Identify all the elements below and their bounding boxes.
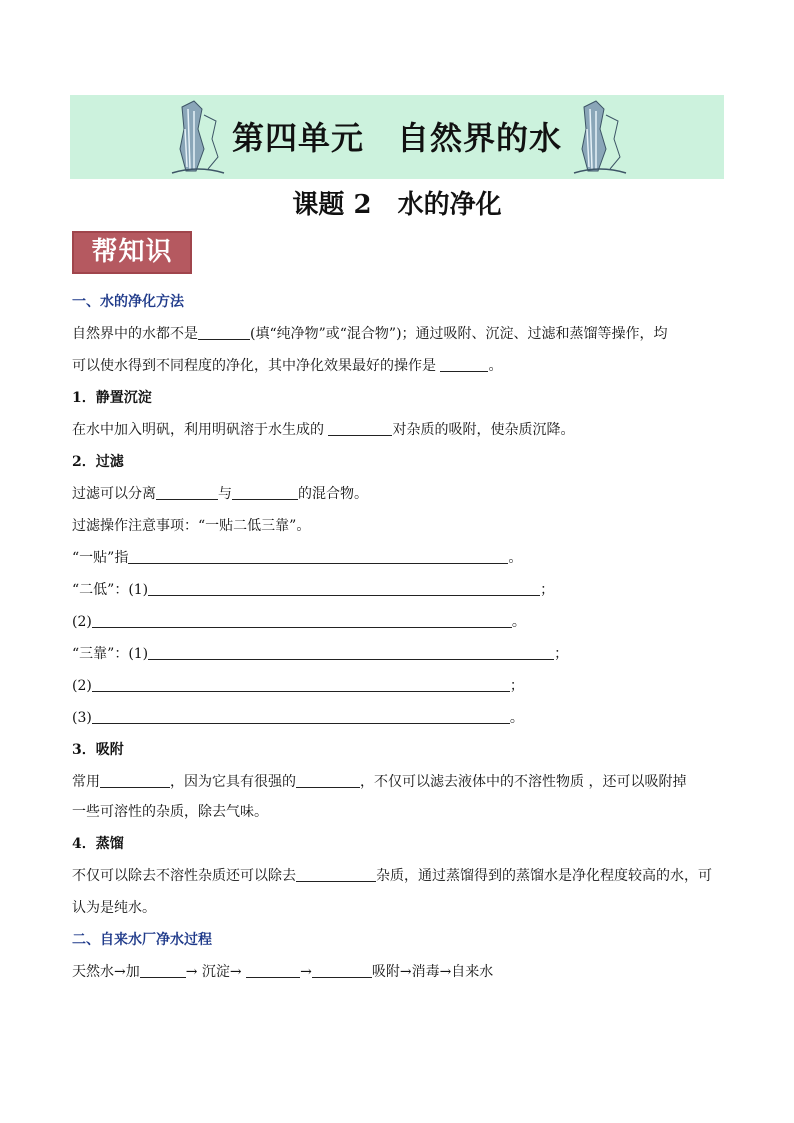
paragraph-line: (2) 。	[72, 614, 526, 630]
fill-blank[interactable]	[148, 645, 554, 660]
lesson-title: 课题 2 水的净化	[292, 190, 502, 220]
subheading: 4．蒸馏	[72, 836, 124, 852]
fill-blank[interactable]	[100, 773, 170, 788]
fill-blank[interactable]	[246, 963, 300, 978]
fill-blank[interactable]	[232, 485, 298, 500]
fill-blank[interactable]	[328, 421, 392, 436]
paragraph-line: 过滤操作注意事项：“一贴二低三靠”。	[72, 518, 311, 534]
section-heading: 一、水的净化方法	[72, 294, 184, 310]
fill-blank[interactable]	[296, 773, 360, 788]
fill-blank[interactable]	[312, 963, 372, 978]
paragraph-line: 不仅可以除去不溶性杂质还可以除去 杂质，通过蒸馏得到的蒸馏水是净化程度较高的水，可	[72, 868, 712, 884]
subheading: 3．吸附	[72, 742, 124, 758]
subheading: 1．静置沉淀	[72, 390, 152, 406]
paragraph-line: 可以使水得到不同程度的净化，其中净化效果最好的操作是 。	[72, 358, 503, 374]
paragraph-line: “一贴”指 。	[72, 550, 523, 566]
fill-blank[interactable]	[92, 677, 510, 692]
paragraph-line: 天然水→加 → 沉淀→ → 吸附→消毒→自来水	[72, 964, 494, 980]
paragraph-line: (2) ；	[72, 678, 524, 694]
paragraph-line: 自然界中的水都不是 (填“纯净物”或“混合物”)；通过吸附、沉淀、过滤和蒸馏等操作，均	[72, 326, 668, 342]
fill-blank[interactable]	[148, 581, 540, 596]
paragraph-line: 常用 ，因为它具有很强的 ，不仅可以滤去液体中的不溶性物质 ，还可以吸附掉	[72, 774, 687, 790]
paragraph-line: 过滤可以分离 与 的混合物。	[72, 486, 368, 502]
section-badge: 帮知识	[72, 231, 192, 274]
fill-blank[interactable]	[92, 613, 512, 628]
unit-title: 第四单元 自然界的水	[231, 119, 562, 157]
paragraph-line: 认为是纯水。	[72, 900, 156, 916]
paragraph-line: 一些可溶性的杂质，除去气味。	[72, 804, 268, 820]
fill-blank[interactable]	[92, 709, 510, 724]
fill-blank[interactable]	[440, 357, 488, 372]
fill-blank[interactable]	[128, 549, 508, 564]
waterfall-icon	[570, 99, 630, 175]
paragraph-line: “三靠”：(1) ；	[72, 646, 569, 662]
unit-banner	[70, 95, 724, 179]
fill-blank[interactable]	[296, 867, 376, 882]
fill-blank[interactable]	[156, 485, 218, 500]
paragraph-line: “二低”：(1) ；	[72, 582, 555, 598]
section-heading: 二、自来水厂净水过程	[72, 932, 212, 948]
paragraph-line: (3) 。	[72, 710, 524, 726]
fill-blank[interactable]	[140, 963, 186, 978]
fill-blank[interactable]	[198, 325, 250, 340]
paragraph-line: 在水中加入明矾，利用明矾溶于水生成的 对杂质的吸附，使杂质沉降。	[72, 422, 575, 438]
subheading: 2．过滤	[72, 454, 124, 470]
